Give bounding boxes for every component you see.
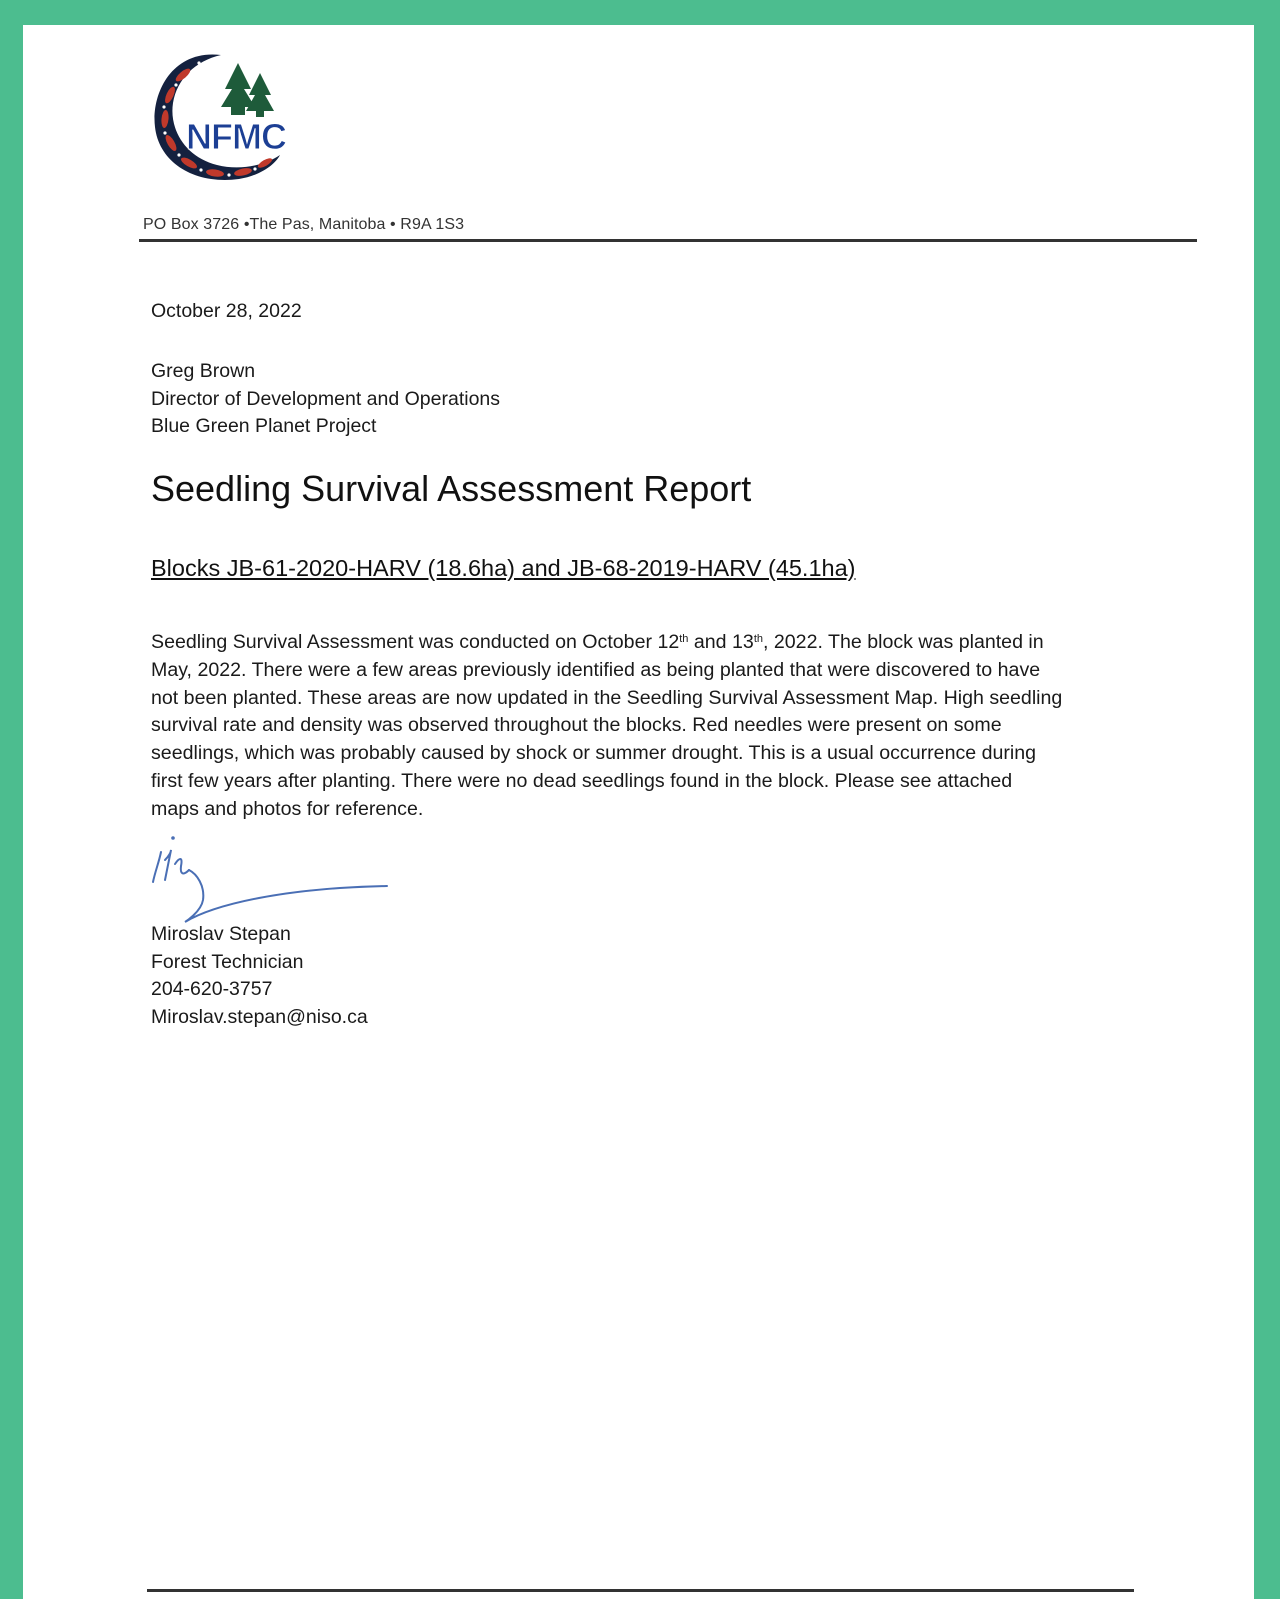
footer-divider xyxy=(147,1589,1134,1592)
letter-date: October 28, 2022 xyxy=(151,300,302,322)
document-page xyxy=(23,25,1254,1599)
recipient-title: Director of Development and Operations xyxy=(151,387,501,410)
signatory-name: Miroslav Stepan xyxy=(151,923,291,945)
nfmc-logo xyxy=(143,45,303,185)
recipient-block xyxy=(151,358,500,441)
body-line: survival rate and density was observed throughout the blocks. Red needles were present on some xyxy=(151,714,1002,737)
logo-wordmark: NFMC xyxy=(186,116,286,157)
report-subtitle: Blocks JB-61-2020-HARV (18.6ha) and JB-68-2019-HARV (45.1ha) xyxy=(151,555,856,581)
nfmc-logo-graphic xyxy=(143,45,303,185)
signatory-email: Miroslav.stepan@niso.ca xyxy=(151,1005,368,1028)
body-line: not been planted. These areas are now updated in the Seedling Survival Assessment Map. High seedling xyxy=(151,686,1063,709)
body-line: May, 2022. There were a few areas previously identified as being planted that were discovered to have xyxy=(151,658,1041,681)
signatory-phone: 204-620-3757 xyxy=(151,978,273,1000)
signatory-block xyxy=(151,921,368,1031)
report-body xyxy=(151,629,1156,824)
recipient-organization: Blue Green Planet Project xyxy=(151,415,377,437)
handwritten-signature xyxy=(145,830,395,930)
body-line: maps and photos for reference. xyxy=(151,797,424,820)
body-line: Seedling Survival Assessment was conducted on October 12th and 13th, 2022. The block was planted in xyxy=(151,631,1044,653)
report-title: Seedling Survival Assessment Report xyxy=(151,468,752,509)
letterhead-divider xyxy=(139,239,1197,242)
signatory-title: Forest Technician xyxy=(151,950,304,973)
body-line: seedlings, which was probably caused by shock or summer drought. This is a usual occurrence during xyxy=(151,742,1037,765)
recipient-name: Greg Brown xyxy=(151,360,256,382)
letterhead-address: PO Box 3726 •The Pas, Manitoba • R9A 1S3 xyxy=(143,216,465,233)
body-line: first few years after planting. There were no dead seedlings found in the block. Please see attached xyxy=(151,769,1013,792)
